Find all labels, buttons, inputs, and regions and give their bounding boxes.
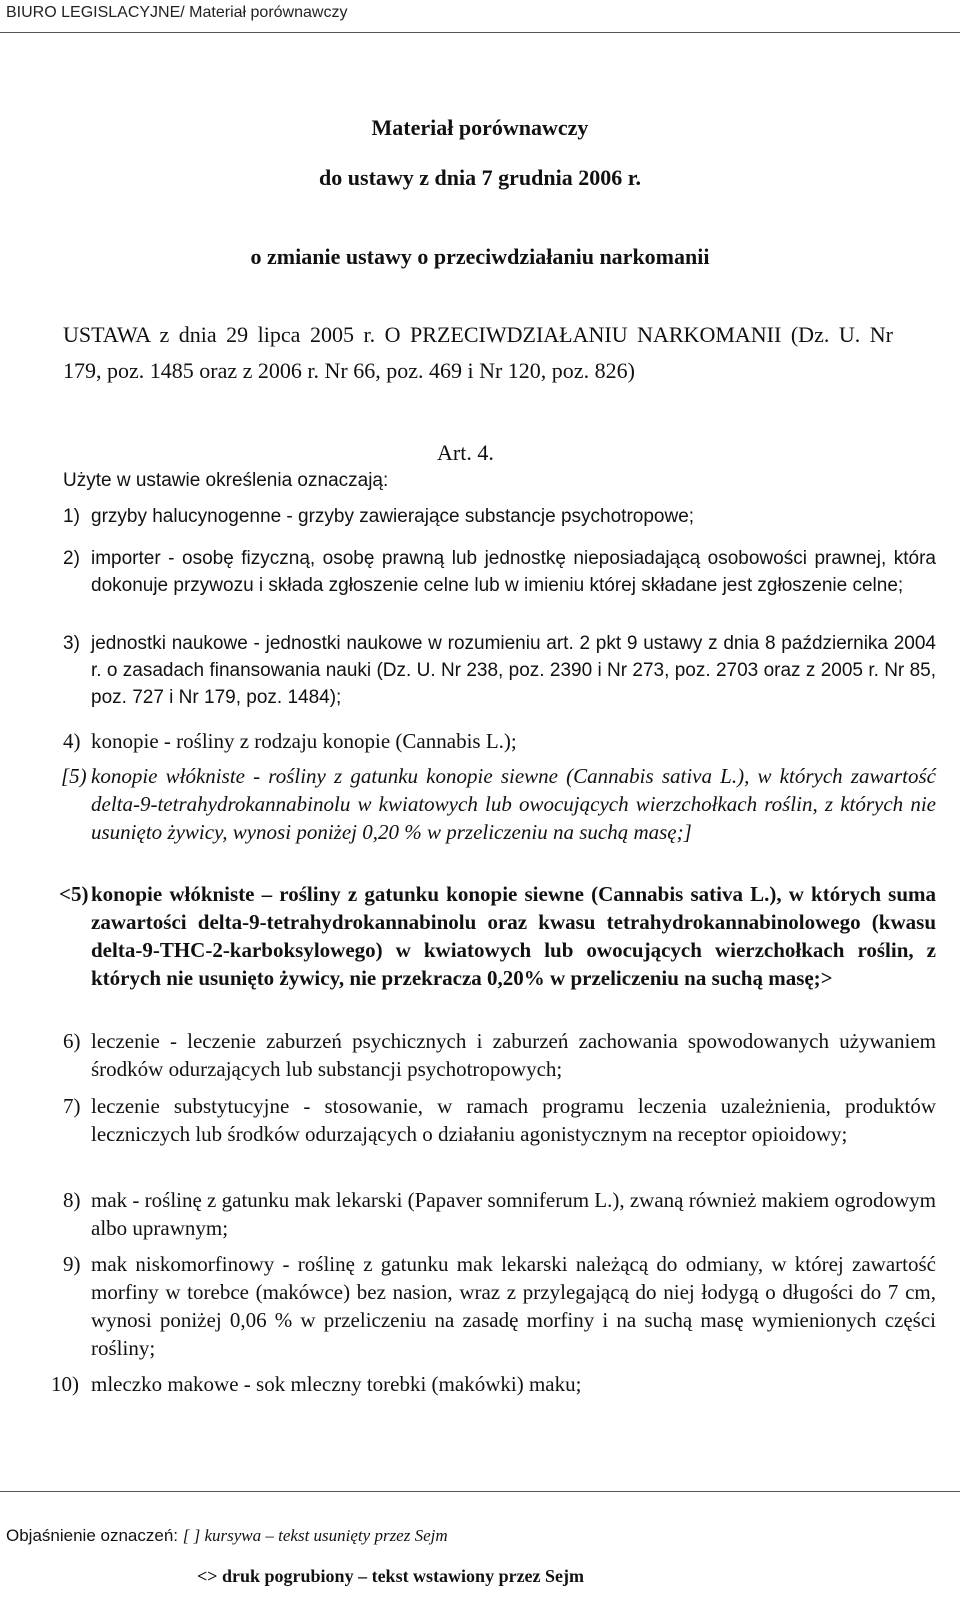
inserted-list-item: [59, 880, 936, 992]
item-number: 4): [63, 729, 81, 753]
item-number: <5): [59, 882, 89, 906]
item-text: mleczko makowe - sok mleczny torebki (makówki) maku;: [91, 1372, 582, 1396]
header-divider: [0, 32, 960, 33]
item-number: [5): [61, 764, 87, 788]
item-text: leczenie substytucyjne - stosowanie, w ramach programu leczenia uzależnienia, produktów leczniczych lub środków odurzających o działaniu agonistycznym na receptor opioidowy;: [91, 1094, 936, 1146]
item-text: mak - roślinę z gatunku mak lekarski (Papaver somniferum L.), zwaną również makiem ogrodowym albo uprawnym;: [91, 1188, 936, 1240]
item-number: 6): [63, 1029, 81, 1053]
list-item: [51, 1370, 936, 1398]
legend-inserted: <> druk pogrubiony – tekst wstawiony przez Sejm: [197, 1566, 585, 1586]
legend-label: Objaśnienie oznaczeń:: [6, 1526, 179, 1545]
list-item: [63, 1186, 936, 1242]
list-item: [63, 727, 936, 755]
list-item: [63, 503, 936, 530]
act-reference-line1: USTAWA z dnia 29 lipca 2005 r. O PRZECIWDZIAŁANIU NARKOMANII (Dz. U. Nr: [63, 322, 893, 347]
item-number: 10): [51, 1372, 79, 1396]
item-text: konopie włókniste – rośliny z gatunku konopie siewne (Cannabis sativa L.), w których suma zawartości delta-9-tetrahydrokannabinolu oraz kwasu tetrahydrokannabinolowego (kwasu delta-9-THC-2-karboksylowego) w kwiatowych lub owocujących wierzchołkach roślin, z których nie usunięto żywicy, nie przekracza 0,20% w przeliczeniu na suchą masę;>: [91, 882, 936, 990]
item-text: konopie włókniste - rośliny z gatunku konopie siewne (Cannabis sativa L.), w których zawartość delta-9-tetrahydrokannabinolu w kwiatowych lub owocujących wierzchołkach roślin, z których nie usunięto żywicy, wynosi poniżej 0,20 % w przeliczeniu na suchą masę;]: [91, 764, 936, 844]
list-item: [63, 1250, 936, 1362]
article-heading: Art. 4.: [437, 440, 494, 465]
item-number: 1): [63, 506, 80, 527]
document-header: BIURO LEGISLACYJNE/ Materiał porównawczy: [6, 4, 348, 21]
item-number: 7): [63, 1094, 81, 1118]
list-item: [63, 630, 936, 711]
list-item: [63, 545, 936, 599]
item-number: 9): [63, 1252, 81, 1276]
item-text: jednostki naukowe - jednostki naukowe w rozumieniu art. 2 pkt 9 ustawy z dnia 8 października 2004 r. o zasadach finansowania nauki (Dz. U. Nr 238, poz. 2390 i Nr 273, poz. 2703 oraz z 2005 r. Nr 85, poz. 727 i Nr 179, poz. 1484);: [91, 633, 936, 708]
act-reference-line2: 179, poz. 1485 oraz z 2006 r. Nr 66, poz. 469 i Nr 120, poz. 826): [63, 358, 635, 383]
document-subtitle: do ustawy z dnia 7 grudnia 2006 r.: [319, 165, 641, 190]
item-text: importer - osobę fizyczną, osobę prawną lub jednostkę nieposiadającą osobowości prawnej, która dokonuje przywozu i składa zgłoszenie celne lub w imieniu której składane jest zgłoszenie celne;: [91, 548, 936, 596]
document-title: Materiał porównawczy: [371, 115, 589, 140]
item-text: konopie - rośliny z rodzaju konopie (Cannabis L.);: [91, 729, 517, 753]
item-text: mak niskomorfinowy - roślinę z gatunku mak lekarski należącą do odmiany, w której zawartość morfiny w torebce (makówce) bez nasion, wraz z przylegającą do niej łodygą o długości do 7 cm, wynosi poniżej 0,06 % w przeliczeniu na zasadę morfiny i na suchą masę wymienionych części rośliny;: [91, 1252, 936, 1360]
item-number: 3): [63, 633, 80, 654]
footer-divider: [0, 1491, 960, 1492]
list-item: [63, 1027, 936, 1083]
item-text: grzyby halucynogenne - grzyby zawierające substancje psychotropowe;: [91, 506, 695, 527]
item-text: leczenie - leczenie zaburzeń psychicznych i zaburzeń zachowania spowodowanych używaniem środków odurzających lub substancji psychotropowych;: [91, 1029, 936, 1081]
item-number: 8): [63, 1188, 81, 1212]
list-item: [63, 1092, 936, 1148]
legend: [6, 1526, 448, 1546]
deleted-list-item: [61, 762, 936, 846]
amendment-title: o zmianie ustawy o przeciwdziałaniu narkomanii: [250, 244, 710, 269]
item-number: 2): [63, 548, 80, 569]
article-lead: Użyte w ustawie określenia oznaczają:: [63, 470, 389, 491]
legend-deleted: [ ] kursywa – tekst usunięty przez Sejm: [182, 1526, 448, 1545]
